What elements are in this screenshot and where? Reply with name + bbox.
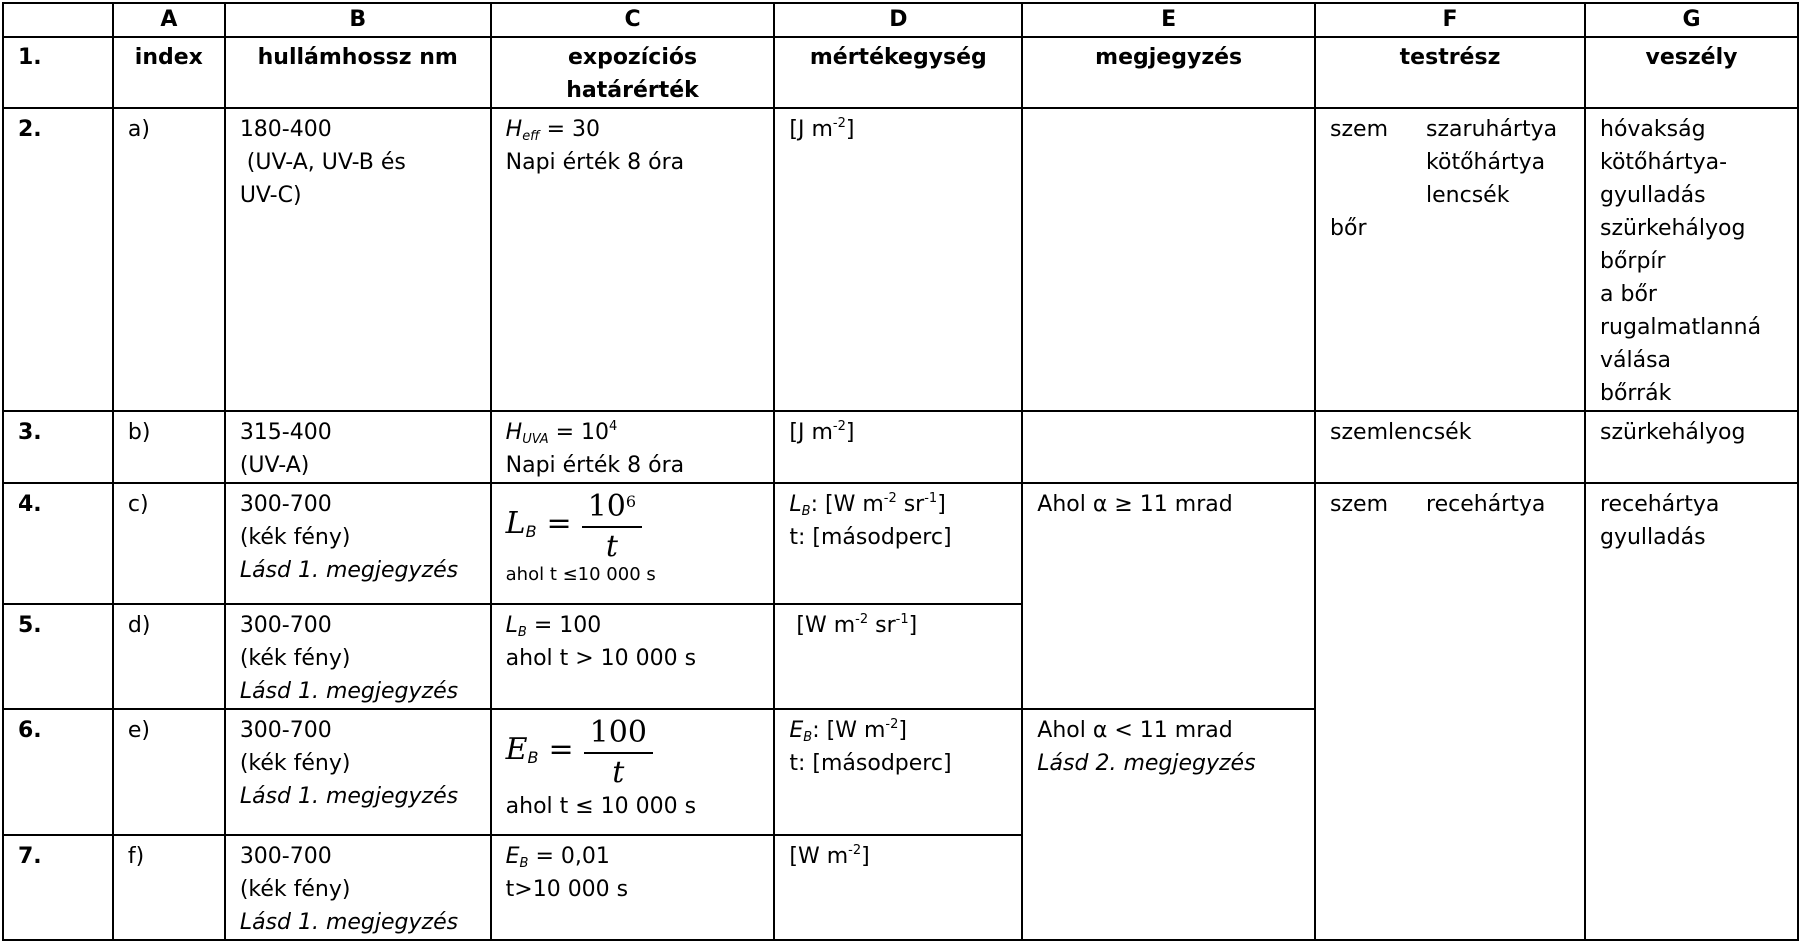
limit-subscript: B xyxy=(517,625,527,640)
column-letter: A xyxy=(113,3,225,37)
limit-symbol: E xyxy=(505,844,520,869)
index-cell: b) xyxy=(113,411,225,483)
unit-subscript: B xyxy=(801,504,811,519)
row-number: 6. xyxy=(3,709,113,835)
unit-exponent: -2 xyxy=(855,612,869,627)
limit-value: = 30 xyxy=(539,117,600,142)
hazard-line: recehártya xyxy=(1600,492,1720,517)
body-part-skin: bőr xyxy=(1330,216,1367,241)
hazard-line: kötőhártya- xyxy=(1600,150,1728,175)
limit-exponent: 4 xyxy=(609,419,618,434)
wavelength-note-ref: Lásd 1. megjegyzés xyxy=(239,784,459,809)
body-part-eye: szem xyxy=(1330,492,1389,517)
unit-close: ] xyxy=(845,117,855,142)
hazard-line: válása xyxy=(1600,348,1672,373)
wavelength-range: 300-700 xyxy=(239,718,332,743)
unit-close: ] xyxy=(908,613,918,638)
index-cell: e) xyxy=(113,709,225,835)
formula-lhs: L xyxy=(505,506,526,541)
unit-cell xyxy=(774,604,1022,709)
limit-symbol: L xyxy=(505,613,518,638)
hazard-cell xyxy=(1585,108,1798,411)
header-limit-line2: határérték xyxy=(566,78,699,103)
limit-cell xyxy=(491,709,775,835)
limit-value: = 10 xyxy=(548,420,610,445)
limit-cell xyxy=(491,604,775,709)
unit-cell xyxy=(774,483,1022,604)
wavelength-range: 300-700 xyxy=(239,844,332,869)
unit-cell xyxy=(774,709,1022,835)
row-number: 3. xyxy=(3,411,113,483)
limit-cell xyxy=(491,483,775,604)
header-hazard: veszély xyxy=(1585,37,1798,108)
wavelength-band-cont: UV-C) xyxy=(239,183,302,208)
column-letter: G xyxy=(1585,3,1798,37)
note-cell xyxy=(1022,411,1315,483)
wavelength-band: (kék fény) xyxy=(239,646,351,671)
wavelength-cell xyxy=(225,108,491,411)
wavelength-band: (UV-A) xyxy=(239,453,310,478)
unit-exponent: -2 xyxy=(832,419,846,434)
limit-period: Napi érték 8 óra xyxy=(505,150,685,175)
unit-exponent: -2 xyxy=(885,717,899,732)
unit-subscript: B xyxy=(803,730,813,745)
unit-close: ] xyxy=(861,844,870,869)
limit-symbol: H xyxy=(505,420,523,445)
unit-text: sr xyxy=(896,492,925,517)
wavelength-band: (UV-A, UV-B és xyxy=(239,150,406,175)
formula: $L_B$ = $\frac{10^6}{t}$ xyxy=(506,490,760,564)
limit-symbol: H xyxy=(505,117,523,142)
index-cell: a) xyxy=(113,108,225,411)
row-number: 5. xyxy=(3,604,113,709)
unit-exponent: -2 xyxy=(832,116,846,131)
unit-text: [W m xyxy=(789,844,849,869)
wavelength-range: 315-400 xyxy=(239,420,332,445)
column-letter: E xyxy=(1022,3,1315,37)
unit-text: : [W m xyxy=(810,492,884,517)
limit-subscript: eff xyxy=(522,129,540,144)
formula-fraction xyxy=(584,716,653,790)
unit-close: ] xyxy=(845,420,855,445)
column-letter: C xyxy=(491,3,775,37)
limit-condition: t>10 000 s xyxy=(505,877,629,902)
hazard-line: szürkehályog xyxy=(1600,216,1746,241)
formula-denominator: t xyxy=(605,529,618,564)
wavelength-cell xyxy=(225,604,491,709)
unit-text: [J m xyxy=(789,420,833,445)
formula: $E_B$ = $\frac{100}{t}$ xyxy=(506,716,760,790)
note-condition: Ahol α < 11 mrad xyxy=(1037,718,1233,743)
column-letter: B xyxy=(225,3,491,37)
hazard-line: bőrpír xyxy=(1600,249,1666,274)
wavelength-cell xyxy=(225,835,491,940)
wavelength-note-ref: Lásd 1. megjegyzés xyxy=(239,910,459,935)
limit-period: Napi érték 8 óra xyxy=(505,453,685,478)
unit-text: sr xyxy=(868,613,896,638)
body-part-lens: lencsék xyxy=(1426,183,1510,208)
column-letter: D xyxy=(774,3,1022,37)
formula-numerator: 10 xyxy=(587,489,626,524)
limit-value: = 100 xyxy=(526,613,602,638)
hazard-cell xyxy=(1585,483,1798,940)
unit-text: [W m xyxy=(789,613,856,638)
body-part-conjunctiva: kötőhártya xyxy=(1426,150,1546,175)
unit-cell xyxy=(774,411,1022,483)
unit-text: : [W m xyxy=(812,718,886,743)
hazard-line: rugalmatlanná xyxy=(1600,315,1762,340)
note-cell xyxy=(1022,108,1315,411)
unit-time: t: [másodperc] xyxy=(789,751,952,776)
unit-exponent: -2 xyxy=(848,843,862,858)
unit-exponent: -1 xyxy=(924,491,938,506)
unit-cell xyxy=(774,835,1022,940)
formula-fraction xyxy=(582,490,642,564)
limit-value: = 0,01 xyxy=(528,844,610,869)
limit-subscript: UVA xyxy=(522,432,549,447)
limit-cell xyxy=(491,108,775,411)
hazard-line: gyulladás xyxy=(1600,525,1706,550)
header-body-part: testrész xyxy=(1315,37,1585,108)
formula-numerator: 100 xyxy=(584,716,653,754)
corner-cell xyxy=(3,3,113,37)
formula-lhs-sub: B xyxy=(525,522,537,541)
note-reference: Lásd 2. megjegyzés xyxy=(1037,751,1256,776)
limit-cell xyxy=(491,835,775,940)
hazard-line: a bőr xyxy=(1600,282,1657,307)
unit-close: ] xyxy=(898,718,907,743)
wavelength-range: 300-700 xyxy=(239,492,332,517)
row-number: 2. xyxy=(3,108,113,411)
header-note: megjegyzés xyxy=(1022,37,1315,108)
wavelength-cell xyxy=(225,483,491,604)
body-part-cell xyxy=(1315,483,1585,940)
header-wavelength: hullámhossz nm xyxy=(225,37,491,108)
unit-symbol: L xyxy=(789,492,802,517)
row-number: 7. xyxy=(3,835,113,940)
note-cell: Ahol α ≥ 11 mrad xyxy=(1022,483,1315,709)
column-letter: F xyxy=(1315,3,1585,37)
wavelength-note-ref: Lásd 1. megjegyzés xyxy=(239,679,459,704)
table-row xyxy=(3,483,1798,604)
hazard-line: hóvakság xyxy=(1600,117,1706,142)
wavelength-range: 300-700 xyxy=(239,613,332,638)
wavelength-band: (kék fény) xyxy=(239,877,351,902)
formula-denominator: t xyxy=(612,755,625,790)
unit-time: t: [másodperc] xyxy=(789,525,952,550)
hazard-line: gyulladás xyxy=(1600,183,1706,208)
limit-condition: ahol t ≤ 10 000 s xyxy=(505,794,697,819)
limit-cell xyxy=(491,411,775,483)
formula-lhs-sub: B xyxy=(527,748,539,767)
index-cell: d) xyxy=(113,604,225,709)
body-part-retina: recehártya xyxy=(1426,492,1546,517)
header-unit: mértékegység xyxy=(774,37,1022,108)
unit-close: ] xyxy=(937,492,946,517)
table-row xyxy=(3,108,1798,411)
wavelength-note-ref: Lásd 1. megjegyzés xyxy=(239,558,459,583)
body-part-cornea: szaruhártya xyxy=(1426,117,1558,142)
wavelength-band: (kék fény) xyxy=(239,525,351,550)
row-number: 1. xyxy=(3,37,113,108)
formula-lhs: E xyxy=(505,732,528,767)
index-cell: c) xyxy=(113,483,225,604)
unit-exponent: -2 xyxy=(883,491,897,506)
hazard-cell: szürkehályog xyxy=(1585,411,1798,483)
header-limit-line1: expozíciós xyxy=(567,45,698,70)
limit-condition: ahol t ≤10 000 s xyxy=(505,564,656,585)
unit-exponent: -1 xyxy=(895,612,909,627)
table-row xyxy=(3,411,1798,483)
exposure-limits-table xyxy=(2,2,1799,941)
body-part-cell: szemlencsék xyxy=(1315,411,1585,483)
header-row xyxy=(3,37,1798,108)
index-cell: f) xyxy=(113,835,225,940)
header-index: index xyxy=(113,37,225,108)
body-part-cell xyxy=(1315,108,1585,411)
row-number: 4. xyxy=(3,483,113,604)
body-part-eye: szem xyxy=(1330,117,1389,142)
formula-numerator-exp: 6 xyxy=(625,492,637,511)
wavelength-band: (kék fény) xyxy=(239,751,351,776)
limit-subscript: B xyxy=(519,856,529,871)
hazard-line: bőrrák xyxy=(1600,381,1672,406)
column-letter-row xyxy=(3,3,1798,37)
unit-symbol: E xyxy=(789,718,804,743)
wavelength-cell xyxy=(225,411,491,483)
note-cell xyxy=(1022,709,1315,940)
unit-cell xyxy=(774,108,1022,411)
unit-text: [J m xyxy=(789,117,833,142)
wavelength-range: 180-400 xyxy=(239,117,332,142)
limit-condition: ahol t > 10 000 s xyxy=(505,646,697,671)
header-limit xyxy=(491,37,775,108)
wavelength-cell xyxy=(225,709,491,835)
